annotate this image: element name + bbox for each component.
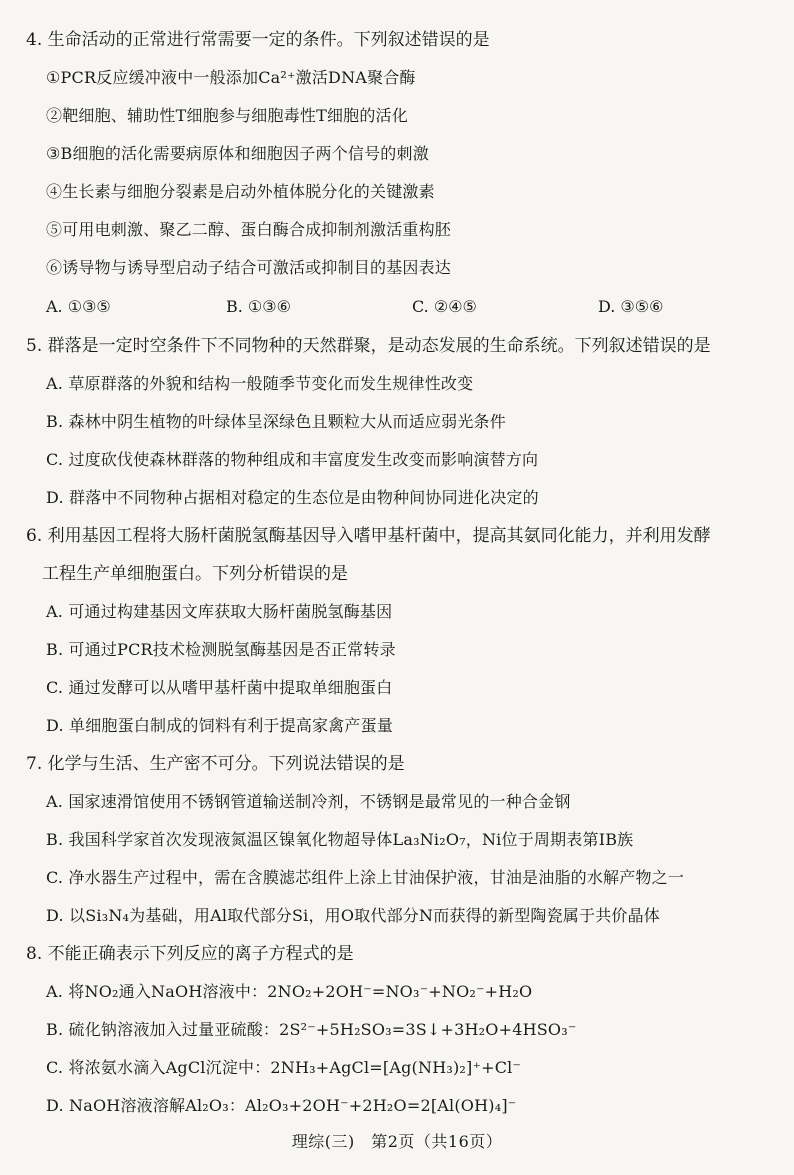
question-7-option-c: C. 净水器生产过程中，需在含膜滤芯组件上涂上甘油保护液，甘油是油脂的水解产物之一	[46, 868, 685, 887]
question-4-stem: 4. 生命活动的正常进行常需要一定的条件。下列叙述错误的是	[26, 30, 490, 50]
question-4-item-4: ④生长素与细胞分裂素是启动外植体脱分化的关键激素	[46, 182, 435, 201]
question-8-stem: 8. 不能正确表示下列反应的离子方程式的是	[26, 944, 354, 964]
question-4-item-5: ⑤可用电刺激、聚乙二醇、蛋白酶合成抑制剂激活重构胚	[46, 220, 452, 239]
question-6-option-c: C. 通过发酵可以从嗜甲基杆菌中提取单细胞蛋白	[46, 678, 393, 697]
question-4-item-6: ⑥诱导物与诱导型启动子结合可激活或抑制目的基因表达	[46, 258, 452, 277]
question-5-option-a: A. 草原群落的外貌和结构一般随季节变化而发生规律性改变	[46, 374, 474, 393]
question-8-option-b: B. 硫化钠溶液加入过量亚硫酸：2S²⁻+5H₂SO₃=3S↓+3H₂O+4HSO₃⁻	[46, 1020, 577, 1039]
question-6-option-a: A. 可通过构建基因文库获取大肠杆菌脱氢酶基因	[46, 602, 393, 621]
question-4-item-1: ①PCR反应缓冲液中一般添加Ca²⁺激活DNA聚合酶	[46, 68, 416, 87]
question-5-stem: 5. 群落是一定时空条件下不同物种的天然群聚，是动态发展的生命系统。下列叙述错误的是	[26, 336, 711, 356]
question-4-option-c: C. ②④⑤	[412, 297, 477, 316]
question-6-stem-line-1: 6. 利用基因工程将大肠杆菌脱氢酶基因导入嗜甲基杆菌中，提高其氨同化能力，并利用发酵	[26, 526, 711, 546]
question-7-stem: 7. 化学与生活、生产密不可分。下列说法错误的是	[26, 754, 405, 774]
question-4-option-d: D. ③⑤⑥	[598, 297, 664, 316]
page-footer: 理综(三) 第2页（共16页）	[291, 1132, 503, 1151]
question-4-option-b: B. ①③⑥	[226, 297, 291, 316]
question-5-option-c: C. 过度砍伐使森林群落的物种组成和丰富度发生改变而影响演替方向	[46, 450, 539, 469]
question-4-item-3: ③B细胞的活化需要病原体和细胞因子两个信号的刺激	[46, 144, 429, 163]
question-8-option-c: C. 将浓氨水滴入AgCl沉淀中：2NH₃+AgCl=[Ag(NH₃)₂]⁺+Cl⁻	[46, 1058, 522, 1077]
question-6-option-b: B. 可通过PCR技术检测脱氢酶基因是否正常转录	[46, 640, 396, 659]
question-8-option-d: D. NaOH溶液溶解Al₂O₃：Al₂O₃+2OH⁻+2H₂O=2[Al(OH)₄]⁻	[46, 1096, 517, 1115]
question-6-option-d: D. 单细胞蛋白制成的饲料有利于提高家禽产蛋量	[46, 716, 394, 735]
question-6-stem-line-2: 工程生产单细胞蛋白。下列分析错误的是	[42, 564, 348, 584]
question-7-option-d: D. 以Si₃N₄为基础，用Al取代部分Si，用O取代部分N而获得的新型陶瓷属于共价晶体	[46, 906, 661, 925]
question-5-option-b: B. 森林中阴生植物的叶绿体呈深绿色且颗粒大从而适应弱光条件	[46, 412, 506, 431]
question-8-option-a: A. 将NO₂通入NaOH溶液中：2NO₂+2OH⁻=NO₃⁻+NO₂⁻+H₂O	[46, 982, 533, 1001]
question-7-option-b: B. 我国科学家首次发现液氮温区镍氧化物超导体La₃Ni₂O₇，Ni位于周期表第IB族	[46, 830, 634, 849]
question-4-option-a: A. ①③⑤	[46, 297, 111, 316]
question-5-option-d: D. 群落中不同物种占据相对稳定的生态位是由物种间协同进化决定的	[46, 488, 539, 507]
question-4-item-2: ②靶细胞、辅助性T细胞参与细胞毒性T细胞的活化	[46, 106, 408, 125]
question-7-option-a: A. 国家速滑馆使用不锈钢管道输送制冷剂，不锈钢是最常见的一种合金钢	[46, 792, 571, 811]
